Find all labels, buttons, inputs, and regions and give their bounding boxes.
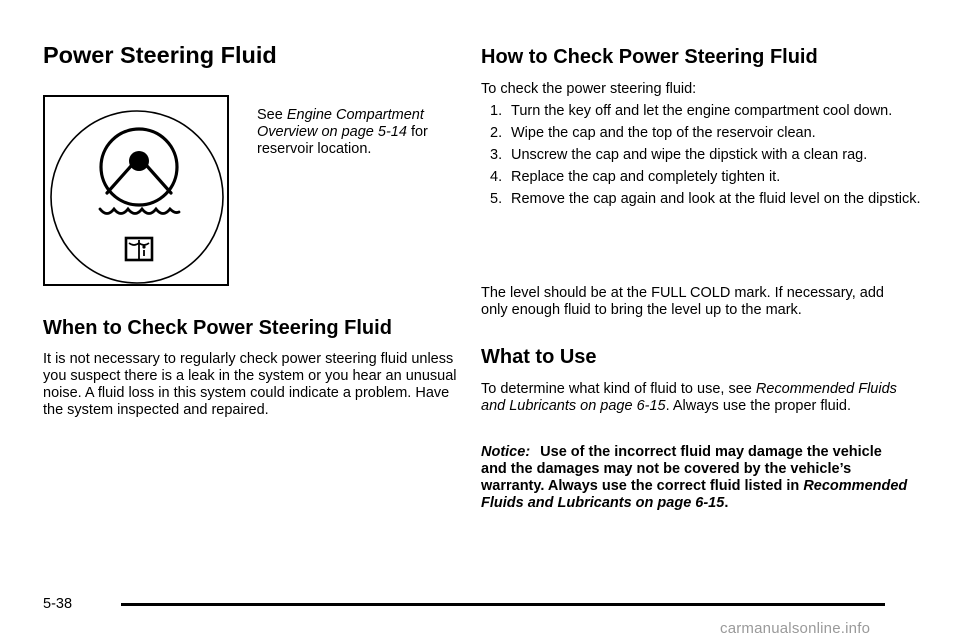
when-to-check-heading: When to Check Power Steering Fluid	[43, 317, 392, 339]
fluid-wave-icon	[100, 209, 179, 214]
how-to-check-intro: To check the power steering fluid:	[481, 81, 697, 97]
page-title: Power Steering Fluid	[43, 42, 277, 68]
what-to-use-text: To determine what kind of fluid to use, see Recommended Fluids and Lubricants on page 6-15. Always use the proper fluid.	[481, 381, 897, 414]
power-steering-cap-figure	[43, 95, 229, 286]
footer-divider	[121, 603, 885, 606]
list-item: 4. Replace the cap and completely tighten it.	[490, 169, 781, 185]
list-item: 1. Turn the key off and let the engine compartment cool down.	[490, 103, 893, 119]
list-item: 2. Wipe the cap and the top of the reservoir clean.	[490, 125, 816, 141]
see-note-prefix: See	[257, 106, 287, 123]
power-steering-fluid-cap-icon	[45, 97, 231, 288]
when-to-check-text: It is not necessary to regularly check power steering fluid unless you suspect there is a leak in the system or you hear an unusual noise. A fluid loss in this system could indicate a problem. Have the system inspected and repaired.	[43, 351, 457, 418]
engine-compartment-reference-link[interactable]: Engine Compartment Overview on page 5-14	[257, 106, 424, 140]
watermark: carmanualsonline.info	[720, 620, 871, 637]
reservoir-location-note	[257, 107, 452, 158]
steering-wheel-icon	[101, 129, 177, 205]
fluid-level-text: The level should be at the FULL COLD mark. If necessary, add only enough fluid to bring the level up to the mark.	[481, 285, 884, 318]
notice-block: Notice: Use of the incorrect fluid may damage the vehicle and the damages may not be covered by the vehicle’s warranty. Always use the correct fluid listed in Recommended Fluids and Lubricants on page 6-15.	[481, 444, 908, 511]
list-item: 5. Remove the cap again and look at the fluid level on the dipstick.	[490, 191, 921, 207]
see-note-suffix: for reservoir location.	[257, 123, 428, 157]
list-item: 3. Unscrew the cap and wipe the dipstick with a clean rag.	[490, 147, 868, 163]
notice-label: Notice:	[481, 444, 531, 460]
notice-recommended-fluids-link[interactable]: Recommended Fluids and Lubricants on page 6-15	[481, 478, 908, 511]
owners-manual-icon	[126, 238, 152, 260]
how-to-check-heading: How to Check Power Steering Fluid	[481, 46, 818, 68]
page-number: 5-38	[43, 596, 73, 612]
what-to-use-heading: What to Use	[481, 346, 597, 368]
recommended-fluids-reference-link[interactable]: Recommended Fluids and Lubricants on page 6-15	[481, 381, 897, 414]
check-steps-list	[481, 103, 921, 208]
